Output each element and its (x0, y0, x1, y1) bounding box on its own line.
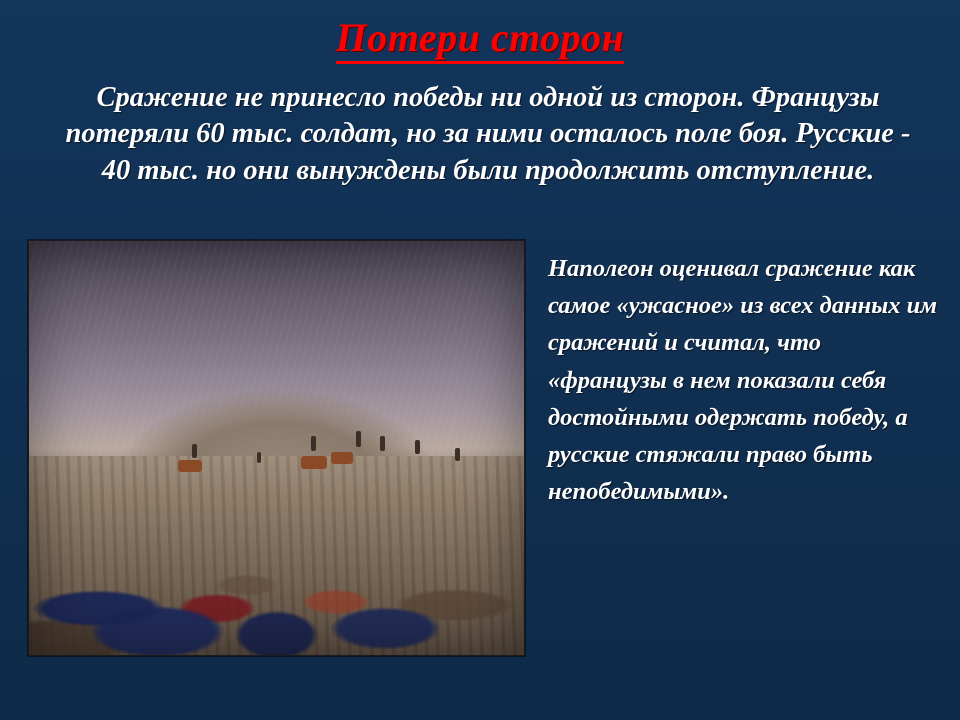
napoleon-quote: Наполеон оценивал сражение как самое «ужасное» из всех данных им сражений и считал, что «французы в нем показали себя достойными одержать победу, а русские стяжали право быть непобедимыми». (548, 255, 938, 506)
intro-paragraph: Сражение не принесло победы ни одной из сторон. Французы потеряли 60 тыс. солдат, но за ними осталось поле боя. Русские - 40 тыс. но они вынуждены были продолжить отступление. (65, 82, 911, 186)
battlefield-image (28, 240, 525, 656)
image-vignette (29, 241, 524, 655)
page-title-text: Потери сторон (336, 17, 625, 64)
page-title (0, 14, 960, 64)
battlefield-image-canvas (29, 241, 524, 655)
